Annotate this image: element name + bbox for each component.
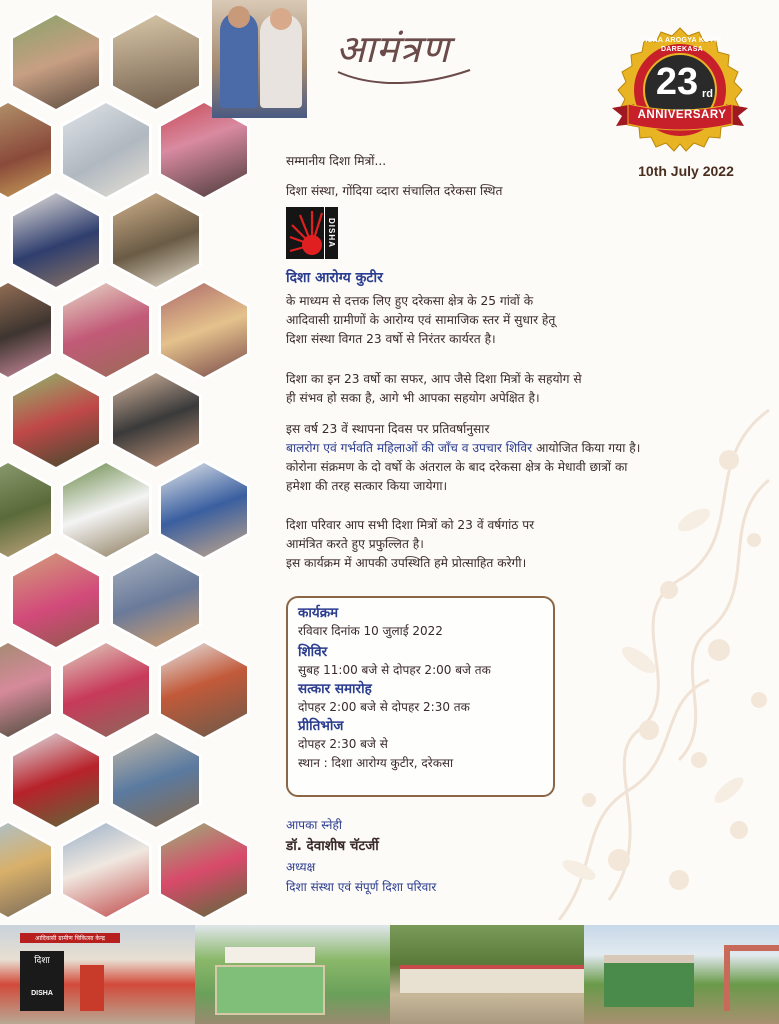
paragraph-line: इस कार्यक्रम में आपकी उपस्थिति हमे प्रोत्साहित करेगी।	[286, 556, 527, 570]
lunch-time: दोपहर 2:30 बजे से	[298, 737, 388, 751]
paragraph-line: कोरोना संक्रमण के दो वर्षो के अंतराल के बाद दरेकसा क्षेत्र के मेधावी छात्रों का	[286, 460, 628, 474]
collage-photo	[0, 640, 54, 740]
badge-ring-text: DISHA AROGYA KUTIR, DAREKASA	[639, 37, 724, 53]
collage-photo	[110, 370, 202, 470]
disha-logo	[286, 207, 338, 259]
collage-photo	[10, 550, 102, 650]
collage-photo	[110, 550, 202, 650]
paragraph-text: आयोजित किया गया है।	[532, 441, 641, 455]
badge-suffix: rd	[702, 88, 713, 100]
felicitation-time: दोपहर 2:00 बजे से दोपहर 2:30 तक	[298, 700, 470, 714]
signboard	[225, 947, 315, 963]
collage-photo	[110, 12, 202, 112]
collage-photo	[60, 820, 152, 920]
collage-photo	[158, 640, 250, 740]
collage-photo	[158, 460, 250, 560]
collage-photo	[60, 640, 152, 740]
camp-highlight: बालरोग एवं गर्भवति महिलाओं की जाँच व उपचार शिविर	[286, 441, 533, 455]
paragraph-line: दिशा का इन 23 वर्षो का सफर, आप जैसे दिशा मित्रों के सहयोग से	[286, 372, 582, 386]
collage-photo	[60, 280, 152, 380]
sun-icon	[286, 207, 324, 259]
logo-word: DISHA	[324, 207, 338, 259]
paragraph-line: आमंत्रित करते हुए प्रफुल्लित है।	[286, 537, 424, 551]
paragraph-line: इस वर्ष 23 वें स्थापना दिवस पर प्रतिवर्षानुसार	[286, 422, 490, 436]
strip-photo-campus	[390, 925, 585, 1024]
intro-line: दिशा संस्था, गोंदिया व्दारा संचालित दरेकसा स्थित	[286, 184, 503, 198]
paragraph-4	[286, 516, 534, 573]
photo-strip	[0, 925, 779, 1024]
event-date: 10th July 2022	[638, 163, 734, 179]
green-building	[604, 955, 694, 1007]
collage-photo	[158, 280, 250, 380]
collage-photo	[158, 820, 250, 920]
lunch-heading: प्रीतिभोज	[298, 718, 344, 734]
paragraph-1	[286, 292, 555, 349]
camp-time: सुबह 11:00 बजे से दोपहर 2:00 बजे तक	[298, 663, 491, 677]
paragraph-line: के माध्यम से दत्तक लिए हुए दरेकसा क्षेत्र के 25 गांवों के	[286, 294, 534, 308]
signatory-name: डॉ. देवाशीष चॅटर्जी	[286, 838, 379, 854]
sign-logo: DISHA	[31, 990, 53, 997]
badge-ribbon-text: ANNIVERSARY	[637, 109, 727, 121]
felicitation-heading: सत्कार समारोह	[298, 681, 372, 697]
collage-photo	[10, 12, 102, 112]
veranda	[400, 965, 585, 993]
program-box	[286, 596, 555, 797]
org-name: दिशा आरोग्य कुटीर	[286, 270, 383, 286]
strip-photo-building	[0, 925, 195, 1024]
header-photo	[212, 0, 307, 118]
paragraph-line: ही संभव हो सका है, आगे भी आपका सहयोग अपेक्षित है।	[286, 391, 540, 405]
program-heading: कार्यक्रम	[298, 605, 339, 621]
collage-photo	[10, 190, 102, 290]
signature-block	[286, 815, 566, 897]
strip-photo-center	[195, 925, 390, 1024]
collage-photo	[10, 370, 102, 470]
paragraph-line: हमेशा की तरह सत्कार किया जायेगा।	[286, 479, 448, 493]
collage-photo	[10, 730, 102, 830]
paragraph-line: दिशा परिवार आप सभी दिशा मित्रों को 23 वें वर्षगांठ पर	[286, 518, 535, 532]
paragraph-line	[286, 439, 640, 458]
title-swash	[334, 66, 474, 86]
gate-arch	[724, 945, 779, 1011]
door	[80, 965, 104, 1011]
collage-photo	[60, 100, 152, 200]
program-date: रविवार दिनांक 10 जुलाई 2022	[298, 624, 443, 638]
paragraph-line: दिशा संस्था विगत 23 वर्षो से निरंतर कार्यरत है।	[286, 332, 496, 346]
strip-photo-gate	[584, 925, 779, 1024]
collage-photo	[110, 730, 202, 830]
building	[215, 965, 325, 1015]
page-title: आमंत्रण	[336, 27, 451, 71]
collage-photo	[0, 460, 54, 560]
greeting: सम्मानीय दिशा मित्रों...	[286, 154, 387, 168]
paragraph-line: आदिवासी ग्रामीणों के आरोग्य एवं सामाजिक स्तर में सुधार हेतू	[286, 313, 556, 327]
sign-word: दिशा	[34, 956, 50, 966]
closing: आपका स्नेही	[286, 818, 342, 832]
paragraph-3	[286, 420, 640, 496]
collage-photo	[0, 100, 54, 200]
collage-photo	[0, 820, 54, 920]
badge-number: 23	[655, 61, 699, 103]
collage-photo	[110, 190, 202, 290]
photo-collage	[0, 0, 270, 925]
organization: दिशा संस्था एवं संपूर्ण दिशा परिवार	[286, 880, 437, 894]
camp-heading: शिविर	[298, 644, 328, 660]
designation: अध्यक्ष	[286, 860, 316, 874]
venue: स्थान : दिशा आरोग्य कुटीर, दरेकसा	[298, 756, 454, 770]
paragraph-2	[286, 370, 582, 408]
collage-photo	[60, 460, 152, 560]
building-sign: आदिवासी ग्रामीण चिकित्सा केन्द्र	[20, 933, 120, 943]
collage-photo	[0, 280, 54, 380]
sign-board	[20, 951, 64, 1011]
